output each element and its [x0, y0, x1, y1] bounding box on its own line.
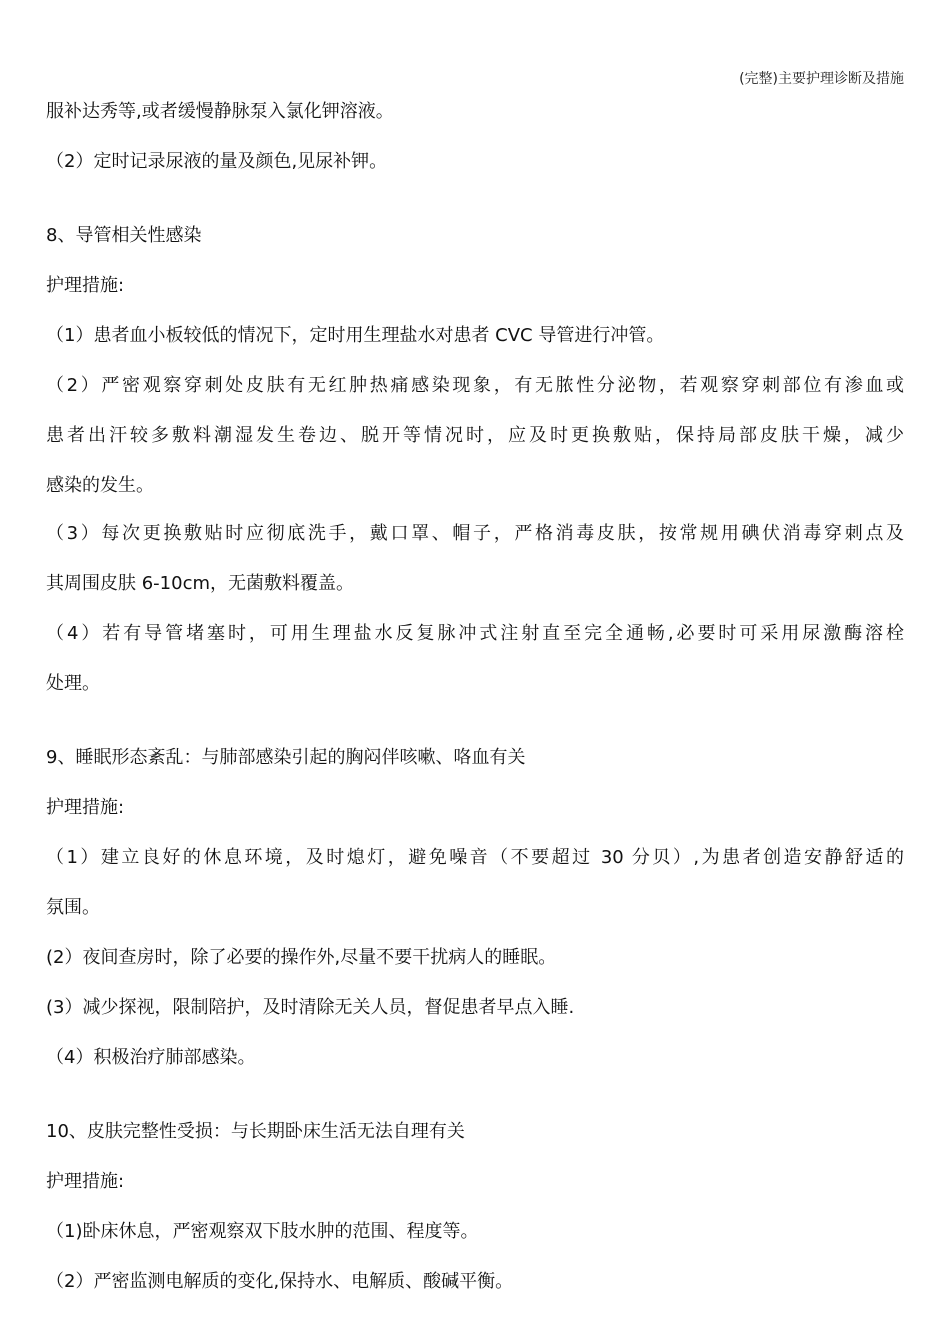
text-line: （2）严密观察穿刺处皮肤有无红肿热痛感染现象，有无脓性分泌物，若观察穿刺部位有渗血或	[46, 375, 904, 396]
section-heading: 9、睡眠形态紊乱：与肺部感染引起的胸闷伴咳嗽、咯血有关	[46, 747, 526, 768]
text-line: 处理。	[46, 673, 100, 694]
text-line: 氛围。	[46, 897, 100, 918]
text-line: （3）每次更换敷贴时应彻底洗手，戴口罩、帽子，严格消毒皮肤，按常规用碘伏消毒穿刺点及	[46, 523, 904, 544]
section-heading: 8、导管相关性感染	[46, 225, 202, 246]
text-line: （1）患者血小板较低的情况下，定时用生理盐水对患者 CVC 导管进行冲管。	[46, 325, 665, 346]
text-line: （1）建立良好的休息环境，及时熄灯，避免噪音（不要超过 30 分贝）,为患者创造安静舒适的	[46, 847, 904, 868]
text-line: 感染的发生。	[46, 475, 154, 496]
text-line: 服补达秀等,或者缓慢静脉泵入氯化钾溶液。	[46, 101, 394, 122]
text-line: （4）若有导管堵塞时，可用生理盐水反复脉冲式注射直至完全通畅,必要时可采用尿激酶溶栓	[46, 623, 904, 644]
text-line: （2）定时记录尿液的量及颜色,见尿补钾。	[46, 151, 388, 172]
text-line: 其周围皮肤 6-10cm，无菌敷料覆盖。	[46, 573, 355, 594]
measures-label: 护理措施:	[46, 1171, 125, 1192]
measures-label: 护理措施:	[46, 275, 125, 296]
measures-label: 护理措施:	[46, 797, 125, 818]
page-header: (完整)主要护理诊断及措施	[739, 71, 904, 87]
text-line: （4）积极治疗肺部感染。	[46, 1047, 256, 1068]
text-line: （2）严密监测电解质的变化,保持水、电解质、酸碱平衡。	[46, 1271, 514, 1292]
text-line: （1)卧床休息，严密观察双下肢水肿的范围、程度等。	[46, 1221, 479, 1242]
text-line: 患者出汗较多敷料潮湿发生卷边、脱开等情况时，应及时更换敷贴，保持局部皮肤干燥，减少	[46, 425, 904, 446]
section-heading: 10、皮肤完整性受损：与长期卧床生活无法自理有关	[46, 1121, 465, 1142]
text-line: (2）夜间查房时，除了必要的操作外,尽量不要干扰病人的睡眠。	[46, 947, 557, 968]
text-line: (3）减少探视，限制陪护，及时清除无关人员，督促患者早点入睡.	[46, 997, 575, 1018]
